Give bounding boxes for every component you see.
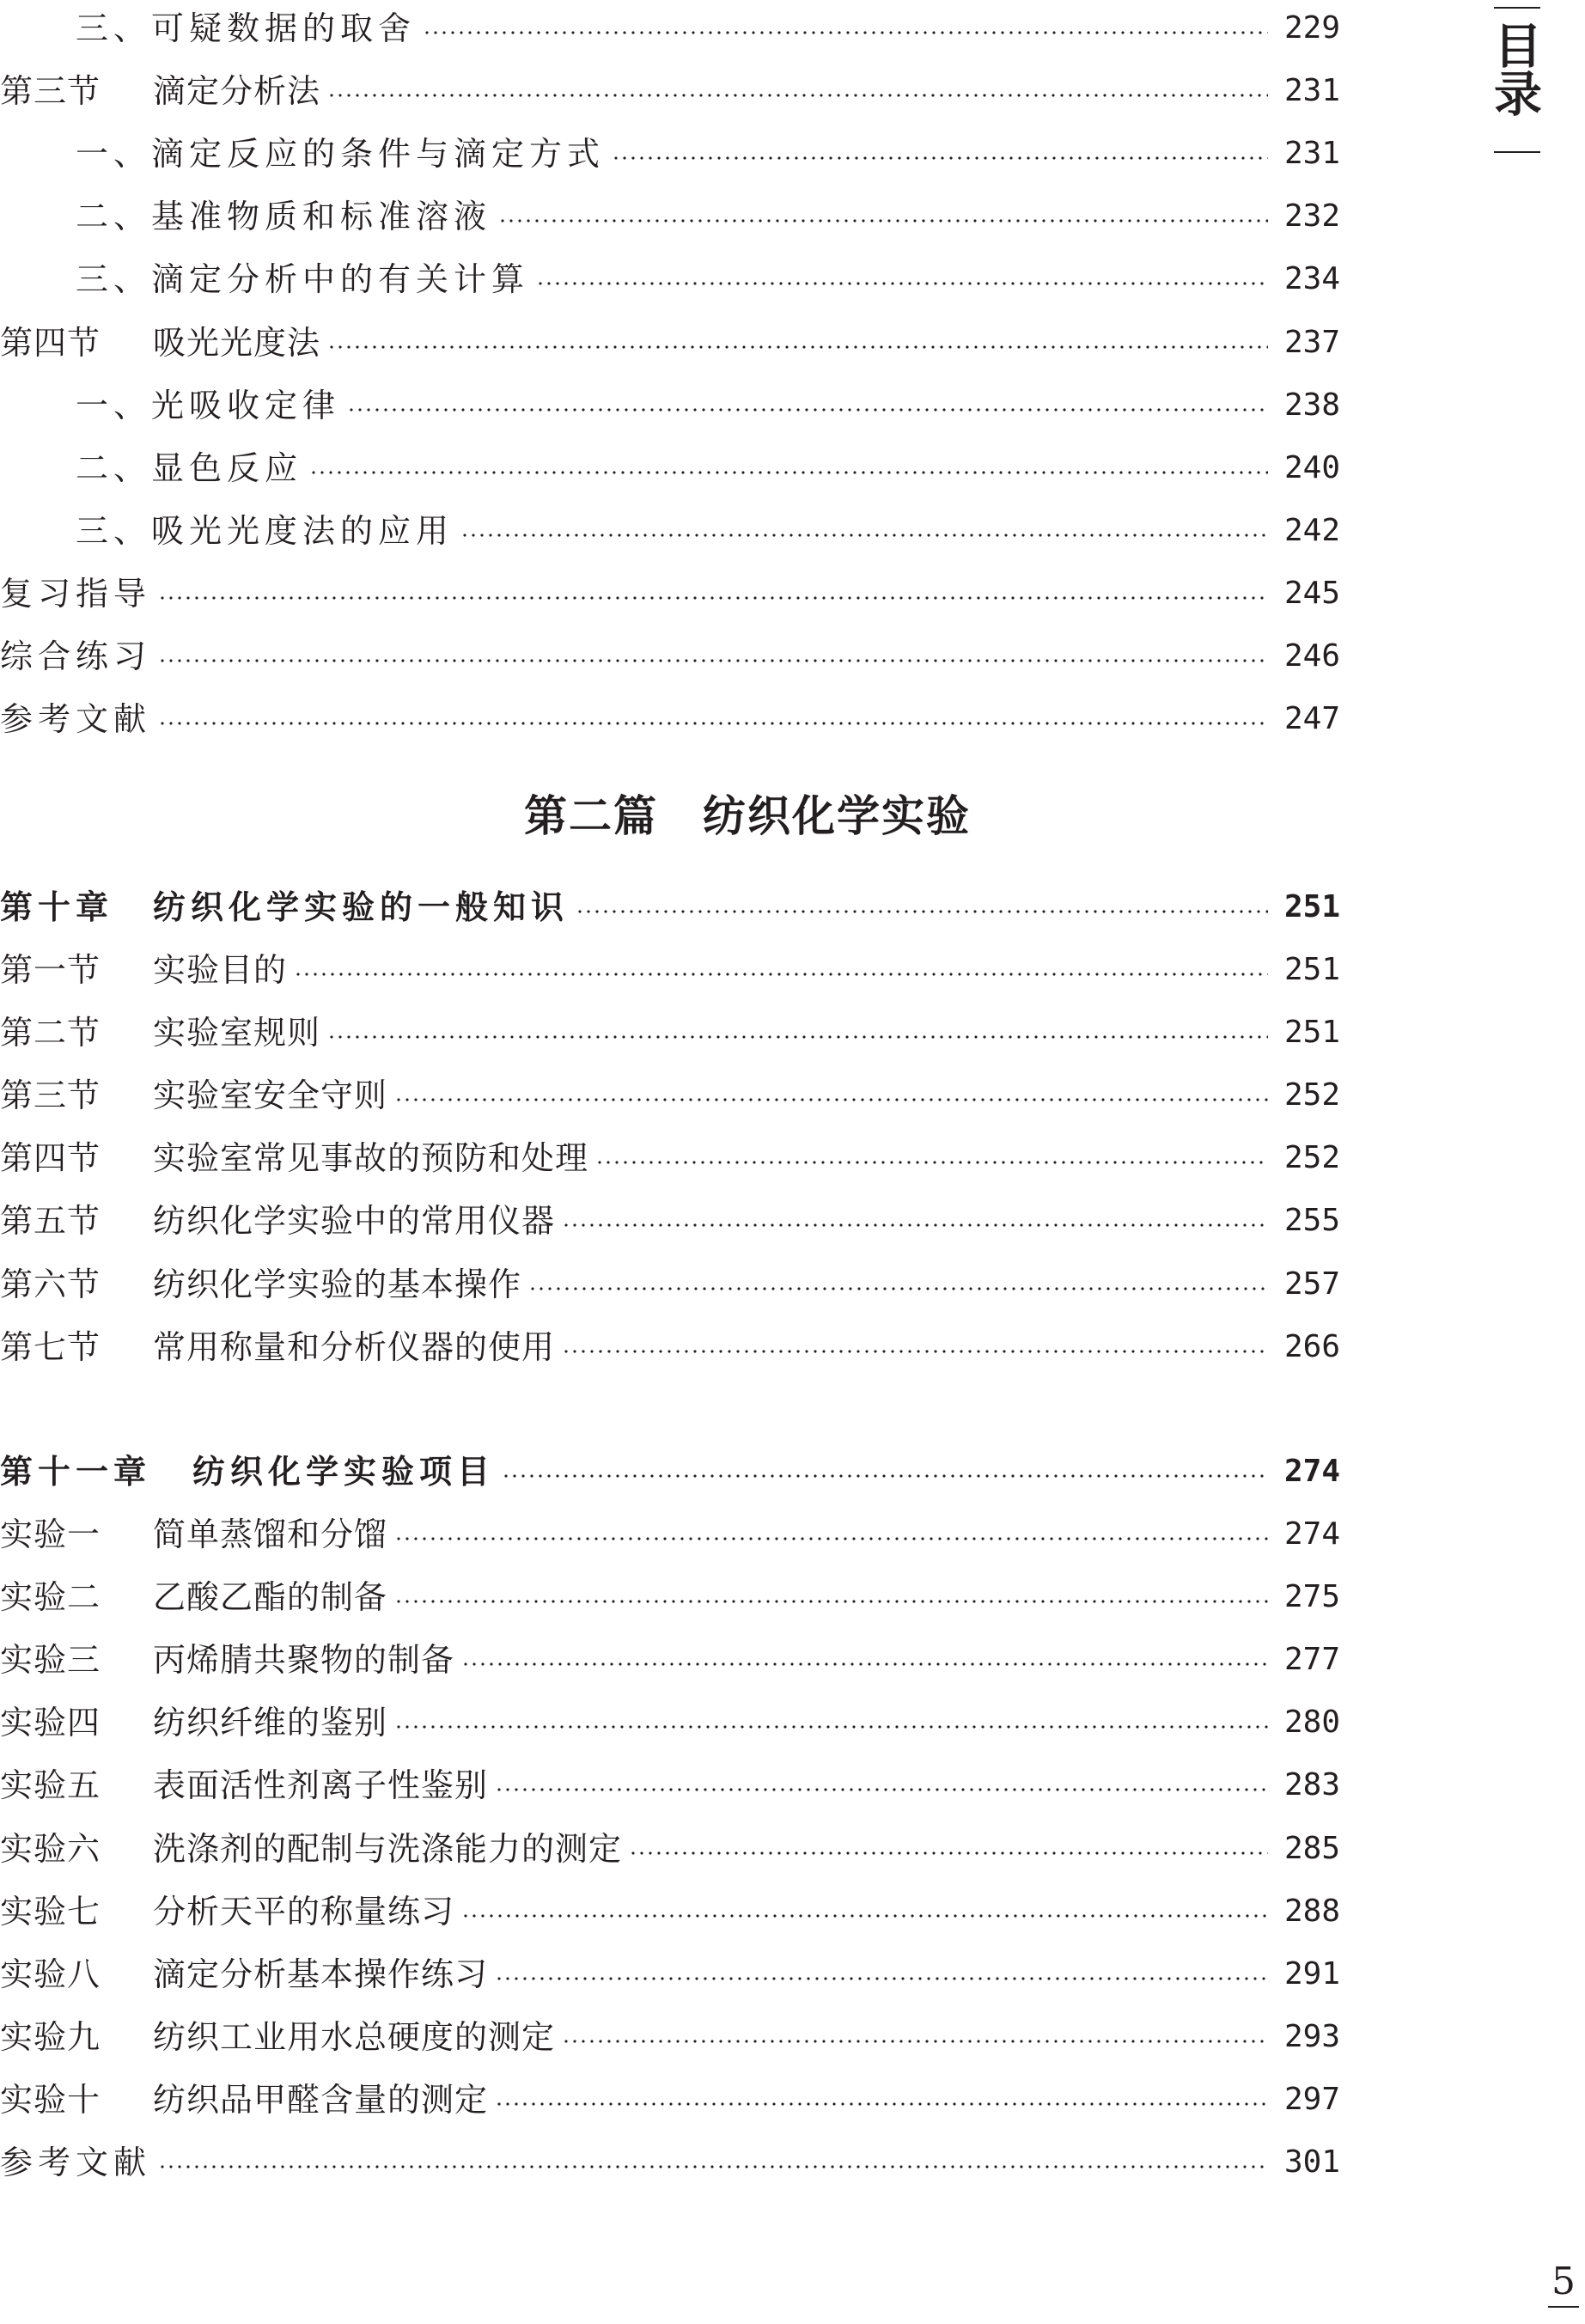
toc-entry[interactable] (0, 1509, 1340, 1560)
toc-entry-title: 纺织化学实验中的常用仪器 (153, 1202, 556, 1240)
toc-entry-number: 第五节 (0, 1202, 101, 1240)
toc-entry-label (0, 1070, 387, 1121)
page-number-rule (1548, 2306, 1579, 2308)
toc-entry-page: 247 (1283, 701, 1340, 736)
dot-leader (394, 1098, 1268, 1101)
toc-entry-title: 实验目的 (153, 951, 288, 989)
toc-entry-page: 266 (1283, 1329, 1340, 1364)
toc-entry-page: 238 (1283, 387, 1340, 423)
dot-leader (158, 596, 1268, 600)
toc-entry-page: 274 (1283, 1516, 1340, 1552)
toc-entry[interactable] (0, 1132, 1340, 1184)
dot-leader (394, 1537, 1268, 1540)
toc-entry-title: 纺织品甲醛含量的测定 (153, 2081, 489, 2119)
toc-entry[interactable] (0, 568, 1340, 619)
toc-entry-number: 第四节 (0, 324, 101, 362)
dot-leader (576, 910, 1268, 913)
toc-entry-page: 251 (1283, 952, 1340, 987)
toc-entry-title: 简单蒸馏和分馏 (153, 1516, 388, 1553)
toc-entry-label (0, 1949, 488, 2000)
page-number (1546, 2260, 1581, 2304)
toc-entry-title: 丙烯腈共聚物的制备 (153, 1641, 455, 1679)
toc-entry-page: 237 (1283, 325, 1340, 360)
dot-leader (536, 282, 1268, 285)
toc-entry-label (0, 693, 151, 745)
toc-entry-number: 实验五 (0, 1766, 101, 1804)
toc-entry-title: 参考文献 (0, 2144, 152, 2181)
dot-leader (158, 2165, 1268, 2168)
toc-entry[interactable] (0, 1571, 1340, 1623)
tab-bottom-rule (1494, 151, 1540, 153)
toc-entry[interactable] (0, 380, 1340, 431)
toc-entry-number: 第三节 (0, 72, 101, 110)
toc-entry-title: 常用称量和分析仪器的使用 (153, 1328, 556, 1366)
dot-leader (562, 1223, 1268, 1227)
toc-entry-page: 240 (1283, 450, 1340, 485)
toc-entry[interactable] (0, 1259, 1340, 1310)
dot-leader (309, 471, 1268, 474)
toc-entry-label (76, 505, 454, 557)
dot-leader (528, 1287, 1268, 1290)
toc-entry-number: 第二节 (0, 1014, 101, 1052)
toc-entry-title: 表面活性剂离子性鉴别 (153, 1766, 489, 1804)
toc-entry[interactable] (0, 1823, 1340, 1875)
toc-entry[interactable] (0, 505, 1340, 557)
toc-entry-number: 三、 (76, 260, 152, 298)
toc-entry-page: 293 (1283, 2019, 1340, 2054)
toc-entry[interactable] (0, 1321, 1340, 1373)
dot-leader (423, 31, 1268, 34)
toc-entry-label (76, 442, 302, 494)
dot-leader (629, 1851, 1268, 1855)
toc-entry-label (0, 317, 320, 369)
toc-entry-number: 第十章 (0, 888, 114, 926)
toc-entry-number: 一、 (76, 387, 152, 424)
toc-entry-label (76, 191, 491, 242)
toc-entry[interactable] (0, 317, 1340, 369)
dot-leader (460, 534, 1268, 537)
toc-entry-label (76, 3, 416, 54)
page-number-value: 5 (1551, 2260, 1576, 2303)
dot-leader (461, 1662, 1268, 1666)
toc-entry-page: 252 (1283, 1140, 1340, 1175)
toc-entry[interactable] (0, 881, 1340, 933)
toc-entry-title: 参考文献 (0, 700, 152, 738)
toc-entry-title: 可疑数据的取舍 (151, 9, 417, 47)
toc-entry-number: 实验三 (0, 1641, 101, 1679)
toc-entry[interactable] (0, 253, 1340, 305)
toc-entry-number: 第十一章 (0, 1452, 152, 1491)
toc-entry-title: 基准物质和标准溶液 (151, 198, 492, 235)
toc-entry-page: 288 (1283, 1894, 1340, 1929)
tab-top-rule (1494, 7, 1540, 9)
toc-entry-number: 第三节 (0, 1077, 101, 1114)
toc-entry-label (0, 944, 287, 996)
toc-entry-number: 三、 (76, 512, 152, 550)
toc-entry-page: 245 (1283, 576, 1340, 611)
toc-entry[interactable] (0, 2074, 1340, 2126)
toc-entry-title: 显色反应 (151, 449, 303, 487)
toc-entry-title: 纺织化学实验项目 (192, 1452, 496, 1491)
toc-entry-page: 274 (1283, 1454, 1340, 1489)
toc-entry-title: 滴定分析法 (153, 72, 321, 110)
toc-entry-title: 纺织工业用水总硬度的测定 (153, 2018, 556, 2056)
dot-leader (327, 1035, 1268, 1039)
toc-entry-title: 实验室规则 (153, 1014, 321, 1052)
toc-entry-number: 一、 (76, 135, 152, 173)
toc-entry-page: 251 (1283, 889, 1340, 924)
toc-entry-label (0, 568, 151, 619)
toc-entry-label (0, 1760, 488, 1811)
toc-entry-title: 纺织化学实验的一般知识 (153, 888, 570, 926)
toc-entry-label (0, 1823, 622, 1875)
dot-leader (562, 1350, 1268, 1353)
toc-entry-title: 滴定反应的条件与滴定方式 (151, 135, 606, 173)
toc-entry-title: 吸光光度法的应用 (151, 512, 454, 550)
toc-entry[interactable] (0, 1634, 1340, 1686)
dot-leader (158, 722, 1268, 725)
toc-entry-number: 实验十 (0, 2081, 101, 2119)
toc-entry-number: 实验六 (0, 1830, 101, 1868)
toc-entry-label (76, 380, 340, 431)
toc-entry[interactable] (0, 3, 1340, 54)
toc-entry-page: 234 (1283, 261, 1340, 296)
toc-entry[interactable] (0, 2011, 1340, 2063)
toc-entry-label (0, 631, 151, 682)
toc-entry[interactable] (0, 2137, 1340, 2188)
toc-entry[interactable] (0, 128, 1340, 180)
dot-leader (612, 156, 1268, 160)
toc-entry-page: 229 (1283, 10, 1340, 46)
toc-entry-label (0, 1132, 588, 1184)
toc-entry-page: 242 (1283, 513, 1340, 548)
toc-entry[interactable] (0, 1949, 1340, 2000)
dot-leader (498, 219, 1268, 223)
dot-leader (294, 973, 1268, 976)
dot-leader (327, 345, 1268, 349)
toc-entry-title: 分析天平的称量练习 (153, 1893, 455, 1931)
toc-entry-number: 实验二 (0, 1578, 101, 1616)
toc-entry-label (0, 2011, 555, 2063)
toc-entry-number: 实验八 (0, 1955, 101, 1993)
toc-entry-title: 综合练习 (0, 637, 152, 675)
toc-entry-number: 实验四 (0, 1704, 101, 1741)
toc-entry-page: 283 (1283, 1767, 1340, 1802)
toc-entry-label (0, 1195, 555, 1247)
toc-entry-label (0, 1634, 454, 1686)
section-tab-label: 目录 (1486, 21, 1542, 117)
toc-entry-page: 301 (1283, 2144, 1340, 2180)
toc-entry-number: 二、 (76, 449, 152, 487)
toc-entry-title: 实验室常见事故的预防和处理 (153, 1139, 589, 1177)
toc-entry-page: 231 (1283, 136, 1340, 171)
toc-entry[interactable] (0, 1886, 1340, 1937)
toc-entry-label (76, 128, 605, 180)
dot-leader (347, 408, 1268, 412)
toc-entry-label (0, 2074, 488, 2126)
toc-entry[interactable] (0, 1760, 1340, 1811)
toc-entry-number: 第四节 (0, 1139, 101, 1177)
dot-leader (461, 1914, 1268, 1918)
toc-entry-page: 251 (1283, 1015, 1340, 1050)
toc-entry[interactable] (0, 1446, 1340, 1497)
toc-entry-label (0, 1509, 387, 1560)
toc-entry-page: 280 (1283, 1705, 1340, 1740)
toc-entry-page: 246 (1283, 638, 1340, 674)
toc-entry-page: 231 (1283, 73, 1340, 108)
toc-entry-label (0, 1886, 454, 1937)
toc-entry[interactable] (0, 1195, 1340, 1247)
toc-entry-title: 实验室安全守则 (153, 1077, 388, 1114)
dot-leader (495, 2102, 1268, 2106)
toc-entry-label (0, 1446, 495, 1497)
toc-entry[interactable] (0, 693, 1340, 745)
toc-entry-title: 纺织化学实验的基本操作 (153, 1266, 522, 1303)
toc-entry[interactable] (0, 1697, 1340, 1748)
toc-entry-title: 复习指导 (0, 575, 152, 613)
toc-entry-label (0, 65, 320, 117)
toc-entry-page: 252 (1283, 1077, 1340, 1113)
toc-entry-number: 第六节 (0, 1266, 101, 1303)
toc-entry-number: 二、 (76, 198, 152, 235)
toc-entry[interactable] (0, 65, 1340, 117)
toc-entry-page: 277 (1283, 1642, 1340, 1677)
toc-entry-page: 297 (1283, 2082, 1340, 2117)
dot-leader (394, 1600, 1268, 1603)
toc-entry-number: 三、 (76, 9, 152, 47)
toc-entry-label (0, 1321, 555, 1373)
toc-entry[interactable] (0, 1007, 1340, 1058)
toc-entry-number: 实验七 (0, 1893, 101, 1931)
toc-entry[interactable] (0, 442, 1340, 494)
toc-entry[interactable] (0, 1070, 1340, 1121)
toc-entry-label (0, 881, 569, 933)
toc-entry[interactable] (0, 631, 1340, 682)
toc-entry-label (0, 1571, 387, 1623)
toc-entry-title: 吸光光度法 (153, 324, 321, 362)
dot-leader (502, 1474, 1268, 1478)
dot-leader (394, 1725, 1268, 1729)
toc-entry-page: 291 (1283, 1956, 1340, 1992)
toc-entry-label (76, 253, 529, 305)
toc-entry-title: 乙酸乙酯的制备 (153, 1578, 388, 1616)
dot-leader (562, 2040, 1268, 2043)
toc-entry[interactable] (0, 191, 1340, 242)
section-tab (1486, 0, 1544, 156)
toc-entry-title: 纺织纤维的鉴别 (153, 1704, 388, 1741)
toc-entry-number: 第七节 (0, 1328, 101, 1366)
dot-leader (158, 659, 1268, 662)
toc-entry-title: 洗涤剂的配制与洗涤能力的测定 (153, 1830, 623, 1868)
toc-entry-label (0, 1007, 320, 1058)
toc-entry-label (0, 1697, 387, 1748)
toc-entry-label (0, 1259, 521, 1310)
part-title: 第二篇 纺织化学实验 (524, 790, 971, 841)
dot-leader (495, 1788, 1268, 1791)
dot-leader (595, 1161, 1268, 1164)
toc-entry-page: 285 (1283, 1831, 1340, 1866)
toc-entry-label (0, 2137, 151, 2188)
toc-entry-page: 232 (1283, 198, 1340, 234)
toc-entry-page: 255 (1283, 1203, 1340, 1238)
toc-entry-page: 275 (1283, 1579, 1340, 1614)
toc-entry[interactable] (0, 944, 1340, 996)
toc-entry-number: 第一节 (0, 951, 101, 989)
toc-entry-title: 滴定分析中的有关计算 (151, 260, 530, 298)
toc-entry-page: 257 (1283, 1266, 1340, 1302)
toc-entry-title: 滴定分析基本操作练习 (153, 1955, 489, 1993)
dot-leader (495, 1977, 1268, 1980)
toc-entry-number: 实验九 (0, 2018, 101, 2056)
toc-entry-number: 实验一 (0, 1516, 101, 1553)
toc-entry-title: 光吸收定律 (151, 387, 341, 424)
dot-leader (327, 94, 1268, 97)
